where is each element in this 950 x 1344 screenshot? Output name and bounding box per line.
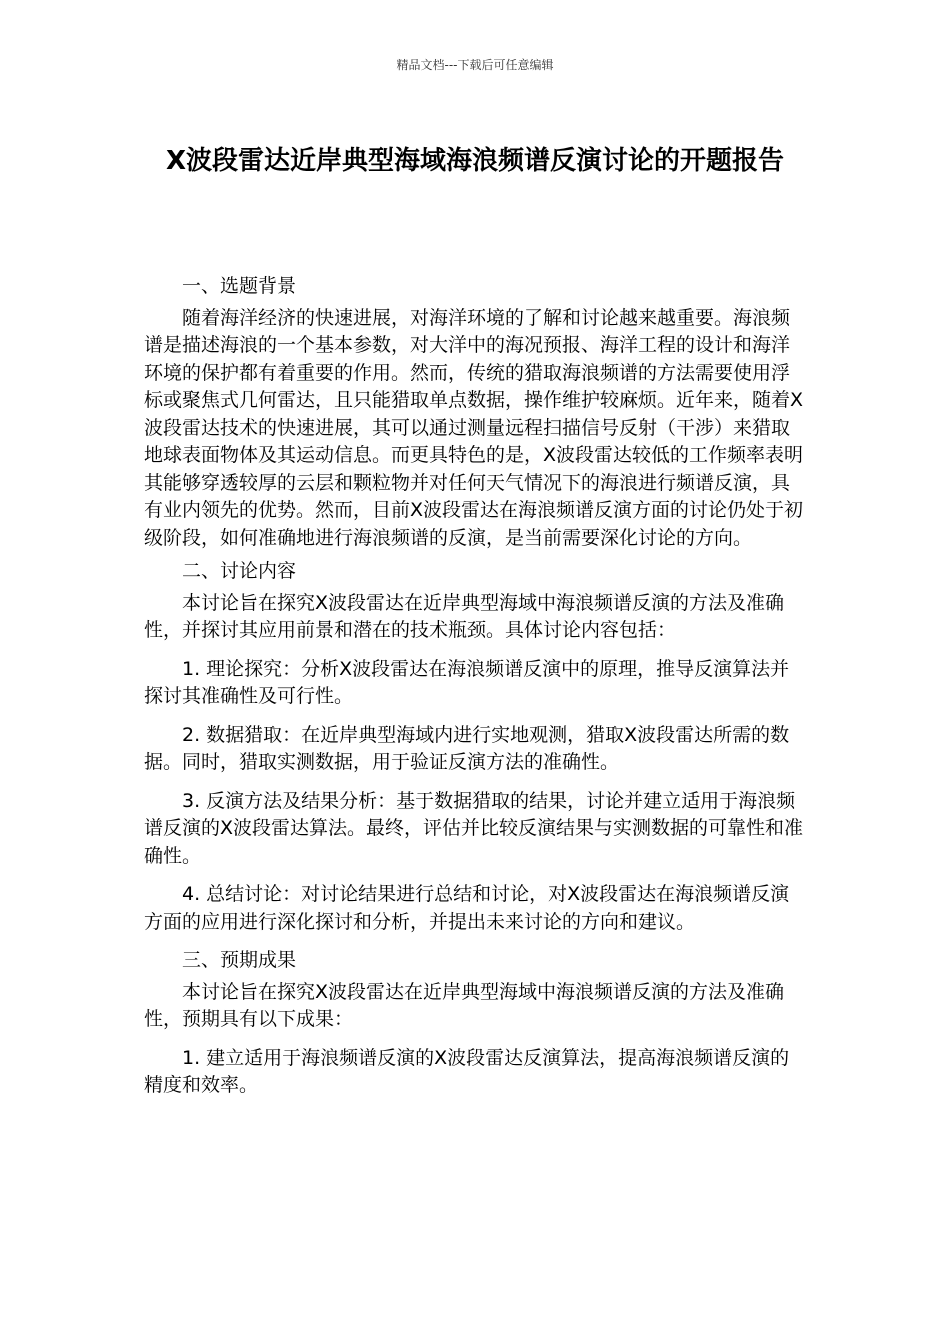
list-item-data: 2. 数据猎取：在近岸典型海域内进行实地观测，猎取X波段雷达所需的数据。同时，猎取实测数据，用于验证反演方法的准确性。 bbox=[144, 723, 790, 773]
header-note: 精品文档---下载后可任意编辑 bbox=[396, 58, 554, 72]
document-title: X波段雷达近岸典型海域海浪频谱反演讨论的开题报告 bbox=[165, 146, 785, 176]
list-item-summary: 4. 总结讨论：对讨论结果进行总结和讨论，对X波段雷达在海浪频谱反演方面的应用进行深化探讨和分析，并提出未来讨论的方向和建议。 bbox=[144, 883, 790, 933]
document-body bbox=[144, 273, 808, 1111]
section-heading-background: 一、选题背景 bbox=[182, 275, 297, 297]
list-item-algorithm: 1. 建立适用于海浪频谱反演的X波段雷达反演算法，提高海浪频谱反演的精度和效率。 bbox=[144, 1046, 790, 1096]
list-item-theory: 1. 理论探究：分析X波段雷达在海浪频谱反演中的原理，推导反演算法并探讨其准确性及可行性。 bbox=[144, 657, 790, 707]
section-heading-results: 三、预期成果 bbox=[182, 949, 297, 971]
paragraph-content-intro: 本讨论旨在探究X波段雷达在近岸典型海域中海浪频谱反演的方法及准确性，并探讨其应用前景和潜在的技术瓶颈。具体讨论内容包括： bbox=[144, 591, 785, 641]
paragraph-background: 随着海洋经济的快速进展，对海洋环境的了解和讨论越来越重要。海浪频谱是描述海浪的一个基本参数，对大洋中的海况预报、海洋工程的设计和海洋环境的保护都有着重要的作用。然而，传统的猎取海浪频谱的方法需要使用浮标或聚焦式几何雷达，且只能猎取单点数据，操作维护较麻烦。近年来，随着X波段雷达技术的快速进展，其可以通过测量远程扫描信号反射（干涉）来猎取地球表面物体及其运动信息。而更具特色的是，X波段雷达较低的工作频率表明其能够穿透较厚的云层和颗粒物并对任何天气情况下的海浪进行频谱反演，具有业内领先的优势。然而，目前X波段雷达在海浪频谱反演方面的讨论仍处于初级阶段，如何准确地进行海浪频谱的反演，是当前需要深化讨论的方向。 bbox=[144, 306, 804, 549]
paragraph-results-intro: 本讨论旨在探究X波段雷达在近岸典型海域中海浪频谱反演的方法及准确性，预期具有以下成果： bbox=[144, 980, 785, 1030]
list-item-method: 3. 反演方法及结果分析：基于数据猎取的结果，讨论并建立适用于海浪频谱反演的X波段雷达算法。最终，评估并比较反演结果与实测数据的可靠性和准确性。 bbox=[144, 789, 804, 867]
section-heading-content: 二、讨论内容 bbox=[182, 560, 297, 582]
